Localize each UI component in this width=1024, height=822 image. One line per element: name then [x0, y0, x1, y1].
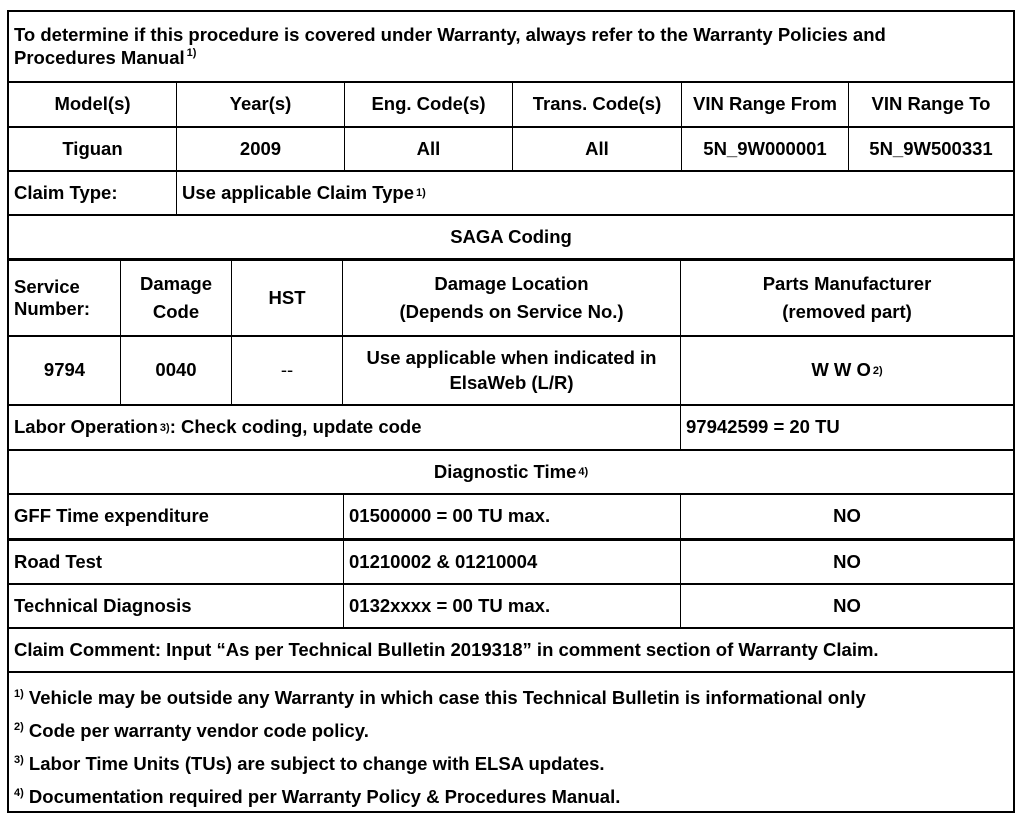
saga-header-service-line-1: Service — [14, 275, 80, 297]
value-year: 2009 — [176, 128, 344, 170]
saga-header-parts-line-1: Parts Manufacturer — [762, 272, 932, 294]
header-trans-codes: Trans. Code(s) — [512, 83, 681, 126]
header-eng-codes: Eng. Code(s) — [344, 83, 512, 126]
intro-footnote-mark: 1) — [186, 47, 197, 60]
claim-comment: Claim Comment: Input “As per Technical Bulletin 2019318” in comment section of Warranty Claim. — [14, 638, 879, 660]
saga-header-parts-line-2: (removed part) — [782, 301, 912, 322]
diagnostic-value: NO — [680, 541, 1013, 583]
diagnostic-name: Technical Diagnosis — [14, 594, 192, 616]
saga-header-damage-location — [342, 261, 680, 335]
saga-parts-manufacturer-code: W W O — [811, 359, 871, 381]
saga-damage-location-line-1: Use applicable when indicated in — [366, 347, 657, 369]
footnote-4 — [14, 786, 620, 808]
diagnostic-name: Road Test — [14, 550, 103, 572]
labor-operation-label-a: Labor Operation — [14, 416, 158, 438]
footnote-4-text: Documentation required per Warranty Policy & Procedures Manual. — [23, 786, 621, 807]
diagnostic-code: 0132xxxx = 00 TU max. — [343, 585, 680, 627]
diagnostic-name: GFF Time expenditure — [14, 505, 209, 527]
footnote-2-mark: 2) — [14, 720, 24, 733]
saga-title-row — [9, 214, 1013, 258]
value-trans-code: All — [512, 128, 681, 170]
saga-header-damage-code — [120, 261, 231, 335]
diagnostic-code: 01210002 & 01210004 — [343, 541, 680, 583]
saga-damage-location-line-2: ElsaWeb (L/R) — [449, 371, 574, 393]
footnote-3-text: Labor Time Units (TUs) are subject to change with ELSA updates. — [23, 753, 605, 774]
diagnostic-value: NO — [680, 585, 1013, 627]
value-vin-from: 5N_9W000001 — [681, 128, 848, 170]
header-vin-to: VIN Range To — [848, 83, 1013, 126]
footnotes-section — [9, 671, 1013, 811]
vehicle-header-row — [9, 81, 1013, 126]
saga-hst: -- — [231, 337, 342, 404]
header-models: Model(s) — [54, 93, 131, 115]
saga-header-service-line-2: Number: — [14, 298, 91, 319]
footnote-1 — [14, 687, 866, 709]
intro-line-1: To determine if this procedure is covered under Warranty, always refer to the Warranty Policies and — [14, 24, 886, 46]
saga-header-parts-manufacturer — [680, 261, 1013, 335]
saga-service-number: 9794 — [43, 359, 86, 381]
labor-operation-row — [9, 404, 1013, 449]
footnote-3-mark: 3) — [14, 753, 24, 766]
saga-header-damage-code-line-1: Damage — [140, 272, 212, 294]
claim-type-value-cell: Use applicable Claim Type 1) — [176, 172, 1013, 214]
header-years: Year(s) — [176, 83, 344, 126]
saga-damage-location — [342, 337, 680, 404]
saga-value-row — [9, 335, 1013, 404]
diagnostic-row — [9, 538, 1013, 583]
value-eng-code: All — [344, 128, 512, 170]
labor-operation-label-b: : Check coding, update code — [169, 416, 422, 438]
saga-header-row — [9, 258, 1013, 335]
diagnostic-title: Diagnostic Time 4) — [433, 460, 589, 482]
footnote-1-mark: 1) — [14, 687, 24, 700]
intro-line-2-text: Procedures Manual — [14, 46, 185, 68]
saga-header-damage-location-line-1: Damage Location — [434, 272, 589, 294]
footnote-2-text: Code per warranty vendor code policy. — [23, 720, 369, 741]
saga-parts-manufacturer: W W O 2) — [680, 337, 1013, 404]
diagnostic-title-row — [9, 449, 1013, 493]
value-vin-to: 5N_9W500331 — [848, 128, 1013, 170]
saga-title: SAGA Coding — [450, 225, 572, 247]
saga-header-damage-code-line-2: Code — [152, 301, 200, 322]
claim-type-label: Claim Type: — [14, 181, 118, 203]
diagnostic-code: 01500000 = 00 TU max. — [343, 495, 680, 538]
saga-header-damage-location-line-2: (Depends on Service No.) — [399, 301, 624, 322]
vehicle-value-row — [9, 126, 1013, 170]
labor-operation-value: 97942599 = 20 TU — [680, 406, 1013, 449]
claim-type-row — [9, 170, 1013, 214]
footnote-1-text: Vehicle may be outside any Warranty in which case this Technical Bulletin is informational only — [23, 687, 866, 708]
footnote-3 — [14, 753, 605, 775]
diagnostic-value: NO — [680, 495, 1013, 538]
value-model: Tiguan — [62, 137, 123, 159]
saga-damage-code: 0040 — [120, 337, 231, 404]
header-vin-from: VIN Range From — [681, 83, 848, 126]
labor-operation-label: Labor Operation 3) : Check coding, update code — [14, 416, 422, 438]
intro-row — [9, 12, 1013, 81]
footnote-2 — [14, 720, 369, 742]
claim-comment-row — [9, 627, 1013, 671]
saga-header-service-number — [9, 261, 120, 335]
footnote-4-mark: 4) — [14, 786, 24, 799]
claim-type-value: Use applicable Claim Type — [182, 181, 415, 203]
warranty-coding-table — [7, 10, 1015, 813]
intro-line-2 — [14, 47, 196, 69]
diagnostic-title-text: Diagnostic Time — [433, 460, 577, 482]
saga-header-hst: HST — [231, 261, 342, 335]
diagnostic-row — [9, 583, 1013, 627]
intro-text — [9, 12, 1013, 81]
diagnostic-row — [9, 493, 1013, 538]
